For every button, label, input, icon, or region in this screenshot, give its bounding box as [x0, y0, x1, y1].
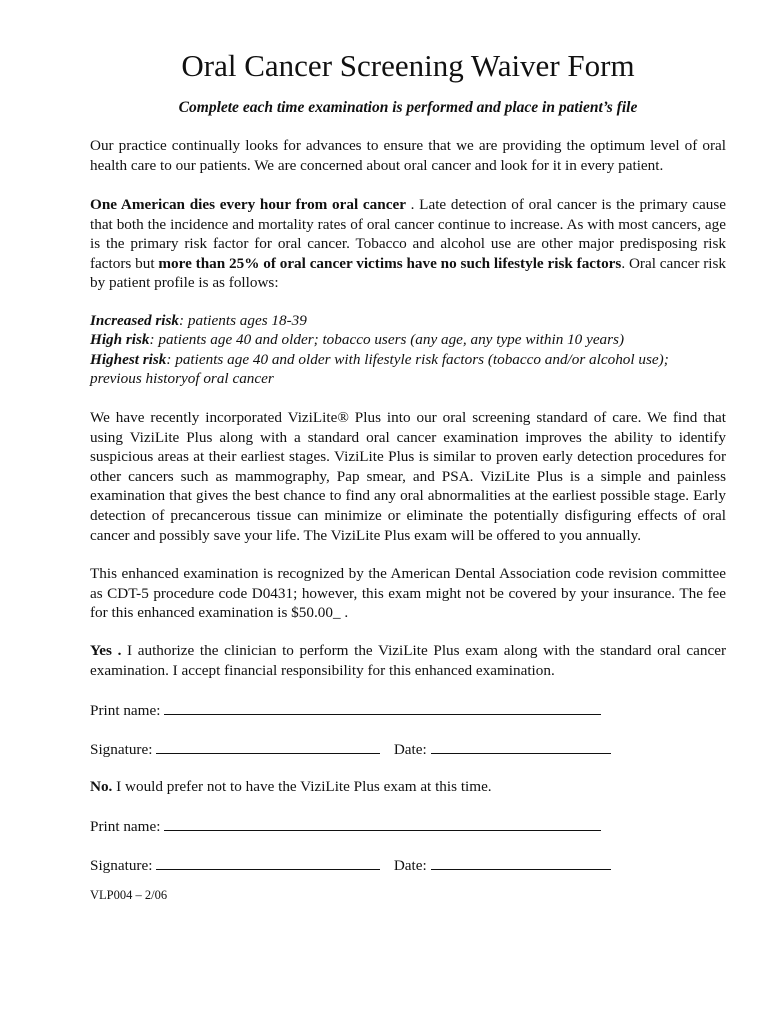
no-label: No.	[90, 778, 113, 795]
risk-level-continued: previous historyof oral cancer	[90, 370, 274, 387]
no-print-name-field[interactable]	[164, 816, 601, 831]
no-option-line	[90, 777, 492, 797]
no-signature-row	[90, 855, 611, 876]
risk-lead-bold: One American dies every hour from oral cancer	[90, 196, 406, 213]
yes-print-name-field[interactable]	[164, 700, 601, 715]
yes-signature-field[interactable]	[156, 739, 380, 754]
risk-level-high	[90, 330, 624, 350]
risk-level-label: Highest risk	[90, 351, 167, 368]
risk-level-increased	[90, 311, 307, 331]
print-name-label: Print name:	[90, 702, 161, 719]
date-label: Date:	[393, 741, 427, 758]
risk-level-desc: : patients age 40 and older; tobacco users (any age, any type within 10 years)	[149, 331, 625, 348]
risk-level-desc: : patients age 40 and older with lifestyle risk factors (tobacco and/or alcohol use);	[166, 351, 669, 368]
form-code-footer: VLP004 – 2/06	[90, 888, 168, 902]
risk-level-highest	[90, 350, 669, 370]
yes-print-name-row	[90, 700, 601, 721]
fee-paragraph: This enhanced examination is recognized by the American Dental Association code revision committee as CDT-5 procedure code D0431; however, this exam might not be covered by your insurance. The fee for this enhanced examination is $50.00_ .	[90, 565, 726, 622]
vizilite-paragraph: We have recently incorporated ViziLite® Plus into our oral screening standard of care. We find that using ViziLite Plus along with a standard oral cancer examination improves the ability to identify suspicious areas at their earliest stages. ViziLite Plus is similar to proven early detection procedures for other cancers such as mammography, Pap smear, and PSA. ViziLite Plus is a simple and painless examination that gives the best chance to find any oral abnormalities at the earliest possible stage. Early detection of precancerous tissue can minimize or eliminate the potentially disfiguring effects of oral cancer and possibly save your life. The ViziLite Plus exam will be offered to you annually.	[90, 409, 726, 544]
date-label: Date:	[393, 857, 427, 874]
risk-bold-stat: more than 25% of oral cancer victims have no such lifestyle risk factors	[158, 254, 622, 272]
risk-level-label: High risk	[90, 331, 150, 348]
risk-level-desc: : patients ages 18-39	[179, 312, 307, 329]
form-subtitle: Complete each time examination is performed and place in patient’s file	[178, 99, 638, 116]
no-text: I would prefer not to have the ViziLite Plus exam at this time.	[112, 778, 492, 795]
no-signature-field[interactable]	[156, 855, 380, 870]
risk-text-1: . Late detection of oral cancer is the primary cause that both the incidence and mortality rates of oral cancer continue to increase. As with most cancers, age is the primary risk factor for oral cancer. Tobacco and alcohol use are other major predisposing risk factors but	[90, 196, 726, 272]
yes-label: Yes .	[90, 642, 122, 659]
form-title: Oral Cancer Screening Waiver Form	[181, 48, 635, 83]
intro-paragraph: Our practice continually looks for advances to ensure that we are providing the optimum level of oral health care to our patients. We are concerned about oral cancer and look for it in every patient.	[90, 137, 726, 174]
no-print-name-row	[90, 816, 601, 837]
risk-text-2: . Oral cancer risk by patient profile is as follows:	[90, 254, 727, 292]
print-name-label: Print name:	[90, 818, 161, 835]
yes-text: I authorize the clinician to perform the ViziLite Plus exam along with the standard oral cancer examination. I accept financial responsibility for this enhanced examination.	[90, 642, 726, 679]
risk-paragraph	[90, 195, 726, 293]
signature-label: Signature:	[90, 857, 153, 874]
yes-option-paragraph	[90, 641, 726, 680]
signature-label: Signature:	[90, 741, 153, 758]
risk-level-label: Increased risk	[90, 312, 180, 329]
no-date-field[interactable]	[431, 855, 611, 870]
yes-date-field[interactable]	[431, 739, 611, 754]
yes-signature-row	[90, 739, 611, 760]
